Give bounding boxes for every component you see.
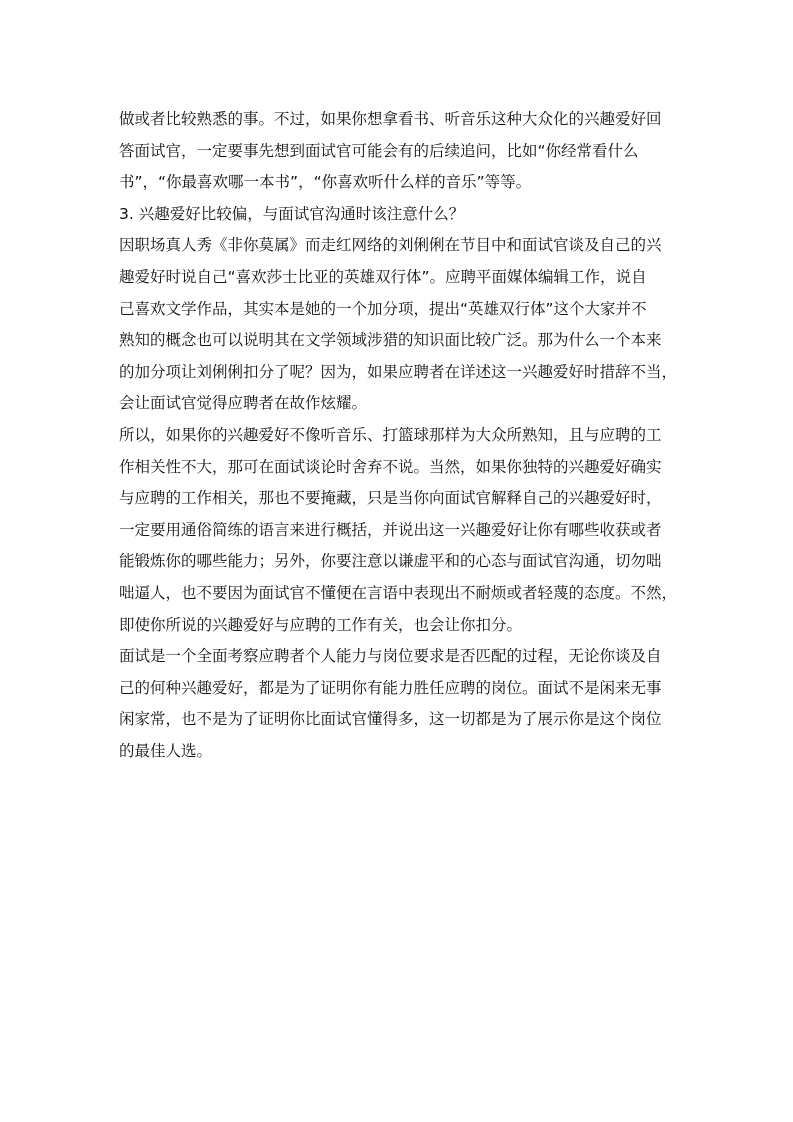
section-heading — [119, 199, 679, 231]
text-line: 一定要用通俗简练的语言来进行概括，并说出这一兴趣爱好让你有哪些收获或者 — [119, 520, 662, 539]
text-line: 闲家常，也不是为了证明你比面试官懂得多，这一切都是为了展示你是这个岗位 — [119, 710, 662, 729]
paragraph-advice — [119, 420, 679, 641]
text-line: 的最佳人选。 — [119, 741, 213, 760]
text-line: 所以，如果你的兴趣爱好不像听音乐、打篮球那样为大众所熟知，且与应聘的工 — [119, 425, 662, 444]
document-body — [119, 104, 679, 767]
text-line: 会让面试官觉得应聘者在故作炫耀。 — [119, 394, 368, 413]
text-line: 书”，“你最喜欢哪一本书”，“你喜欢听什么样的音乐”等等。 — [119, 173, 532, 192]
text-line: 咄逼人，也不要因为面试官不懂便在言语中表现出不耐烦或者轻蔑的态度。不然， — [119, 583, 678, 602]
text-line: 熟知的概念也可以说明其在文学领域涉猎的知识面比较广泛。那为什么一个本来 — [119, 331, 662, 350]
text-line: 面试是一个全面考察应聘者个人能力与岗位要求是否匹配的过程，无论你谈及自 — [119, 647, 662, 666]
text-line: 答面试官，一定要事先想到面试官可能会有的后续追问，比如“你经常看什么 — [119, 141, 639, 160]
text-line: 己喜欢文学作品，其实本是她的一个加分项，提出“英雄双行体”这个大家并不 — [119, 299, 647, 318]
text-line: 做或者比较熟悉的事。不过，如果你想拿看书、听音乐这种大众化的兴趣爱好回 — [119, 110, 662, 128]
text-line: 即使你所说的兴趣爱好与应聘的工作有关，也会让你扣分。 — [119, 615, 523, 634]
text-line: 的加分项让刘俐俐扣分了呢？因为，如果应聘者在详述这一兴趣爱好时措辞不当， — [119, 362, 678, 381]
text-line: 能锻炼你的哪些能力；另外，你要注意以谦虚平和的心态与面试官沟通，切勿咄 — [119, 552, 662, 571]
text-line: 己的何种兴趣爱好，都是为了证明你有能力胜任应聘的岗位。面试不是闲来无事 — [119, 678, 662, 697]
paragraph-conclusion — [119, 641, 679, 767]
text-line: 趣爱好时说自己“喜欢莎士比亚的英雄双行体”。应聘平面媒体编辑工作，说自 — [119, 267, 647, 286]
text-line: 作相关性不大，那可在面试谈论时舍弃不说。当然，如果你独特的兴趣爱好确实 — [119, 457, 662, 476]
text-line: 因职场真人秀《非你莫属》而走红网络的刘俐俐在节目中和面试官谈及自己的兴 — [119, 236, 662, 255]
text-line: 与应聘的工作相关，那也不要掩藏，只是当你向面试官解释自己的兴趣爱好时， — [119, 489, 662, 508]
paragraph-example — [119, 230, 679, 420]
paragraph-continuation — [119, 104, 679, 199]
heading-line: 3. 兴趣爱好比较偏，与面试官沟通时该注意什么？ — [119, 204, 465, 223]
